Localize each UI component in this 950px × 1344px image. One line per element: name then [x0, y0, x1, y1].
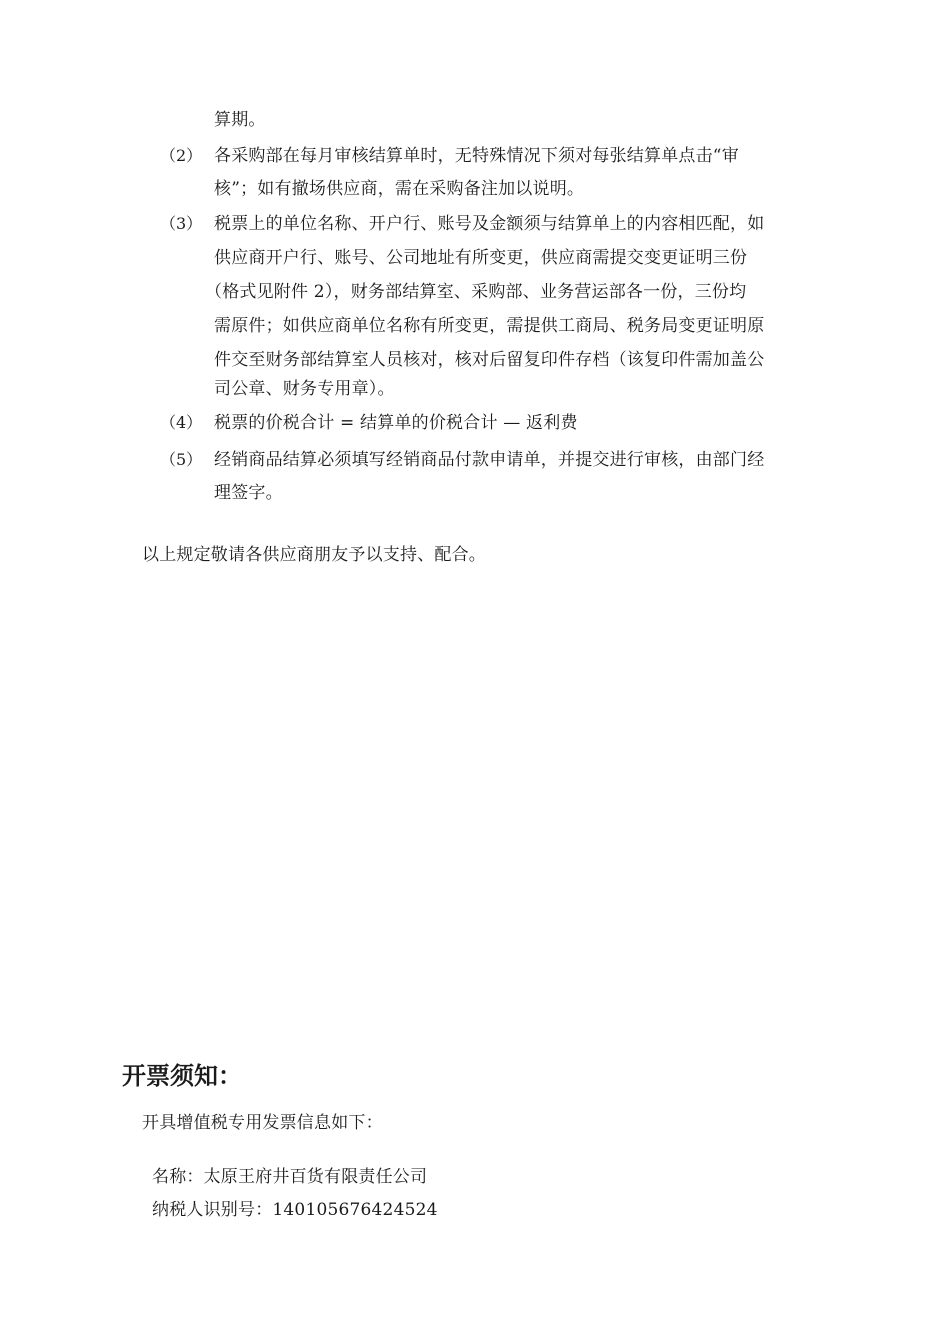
item-text-line: 理签字。	[214, 483, 283, 503]
item-text-line: 经销商品结算必须填写经销商品付款申请单，并提交进行审核，由部门经	[214, 450, 765, 470]
item-text-line: 税票上的单位名称、开户行、账号及金额须与结算单上的内容相匹配，如	[214, 214, 765, 234]
invoice-name-line: 名称：太原王府井百货有限责任公司	[152, 1167, 428, 1187]
invoice-heading: 开票须知：	[122, 1062, 242, 1090]
item-text-line: 各采购部在每月审核结算单时，无特殊情况下须对每张结算单点击“审	[214, 146, 739, 166]
item-text-line: 件交至财务部结算室人员核对，核对后留复印件存档（该复印件需加盖公	[214, 350, 765, 370]
item-text-line: （格式见附件 2），财务部结算室、采购部、业务营运部各一份，三份均	[205, 282, 747, 302]
item-number: （2）	[160, 146, 203, 165]
item-text-line: 需原件；如供应商单位名称有所变更，需提供工商局、税务局变更证明原	[214, 316, 765, 336]
item-number: （3）	[160, 214, 203, 233]
invoice-tax-id-line: 纳税人识别号：140105676424524	[152, 1200, 438, 1220]
invoice-intro: 开具增值税专用发票信息如下：	[142, 1113, 383, 1133]
item-number: （5）	[160, 450, 203, 469]
continuation-text: 算期。	[214, 110, 266, 130]
item-text-line: 税票的价税合计 = 结算单的价税合计 — 返利费	[214, 413, 578, 433]
item-text-line: 核”；如有撤场供应商，需在采购备注加以说明。	[214, 179, 585, 199]
closing-text: 以上规定敬请各供应商朋友予以支持、配合。	[142, 545, 486, 565]
item-text-line: 司公章、财务专用章）。	[214, 379, 395, 399]
item-number: （4）	[160, 413, 203, 432]
item-text-line: 供应商开户行、账号、公司地址有所变更，供应商需提交变更证明三份	[214, 248, 748, 268]
